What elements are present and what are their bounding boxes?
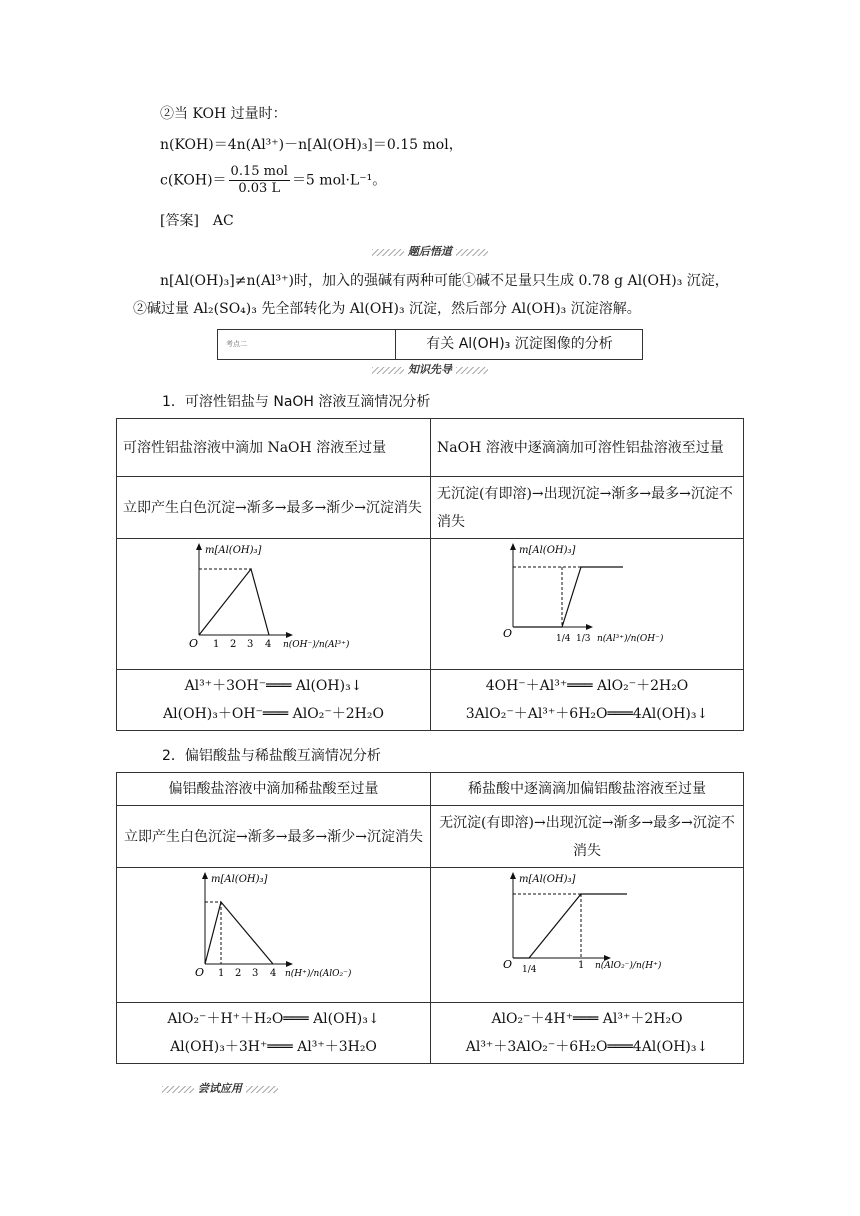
after-title-banner bbox=[372, 243, 488, 259]
eq2-prefix: c(KOH)＝ bbox=[160, 172, 227, 189]
topic-box bbox=[217, 329, 643, 360]
chart-4-tick-1: 1/4 bbox=[522, 965, 537, 975]
hatch-left-icon bbox=[372, 249, 404, 256]
chart-1-tick-1: 1 bbox=[213, 639, 220, 650]
insight-line-2: ②碱过量 Al₂(SO₄)₃ 先全部转化为 Al(OH)₃ 沉淀，然后部分 Al(OH)₃ 沉淀溶解。 bbox=[133, 301, 641, 317]
chart-1 bbox=[117, 539, 431, 659]
s1-col1-eq-1: Al³⁺＋3OH⁻═══ Al(OH)₃↓ bbox=[184, 678, 363, 694]
s1-col2-equations bbox=[431, 670, 744, 731]
eq2-suffix: ＝5 mol·L⁻¹。 bbox=[291, 172, 387, 189]
insight-line-1: n[Al(OH)₃]≠n(Al³⁺)时，加入的强碱有两种可能①碱不足量只生成 0.78 g Al(OH)₃ 沉淀， bbox=[160, 273, 729, 289]
chart-1-origin: O bbox=[189, 637, 199, 650]
s2-col2-equations bbox=[431, 1003, 744, 1064]
chart-3-tick-4: 4 bbox=[270, 968, 277, 979]
s1-col2-phenomenon: 无沉淀(有即溶)→出现沉淀→渐多→最多→沉淀不消失 bbox=[431, 477, 744, 539]
s1-col2-chart-cell bbox=[431, 539, 744, 670]
s2-col1-chart-cell bbox=[117, 868, 431, 1003]
case-label: ②当 KOH 过量时： bbox=[160, 106, 287, 122]
chart-3-x-arrow bbox=[286, 961, 293, 967]
chart-4-ylabel: m[Al(OH)₃] bbox=[519, 874, 576, 885]
s1-col1-chart-cell bbox=[117, 539, 431, 670]
topic-title: 有关 Al(OH)₃ 沉淀图像的分析 bbox=[426, 336, 613, 352]
fraction-denominator: 0.03 L bbox=[238, 181, 281, 196]
s1-col2-head: NaOH 溶液中逐滴滴加可溶性铝盐溶液至过量 bbox=[431, 419, 744, 477]
knowledge-title: 知识先导 bbox=[407, 363, 452, 376]
chart-4-origin: O bbox=[503, 958, 513, 971]
chart-3-tick-1: 1 bbox=[218, 968, 225, 979]
s2-col1-eq-2: Al(OH)₃＋3H⁺═══ Al³⁺＋3H₂O bbox=[170, 1039, 377, 1055]
fraction-numerator: 0.15 mol bbox=[230, 164, 288, 179]
chart-3-series-line bbox=[205, 902, 273, 964]
hatch-left-icon bbox=[372, 367, 404, 374]
chart-4-xlabel: n(AlO₂⁻)/n(H⁺) bbox=[595, 961, 662, 971]
section-1-heading: 1．可溶性铝盐与 NaOH 溶液互滴情况分析 bbox=[162, 394, 431, 410]
s2-col1-equations bbox=[117, 1003, 431, 1064]
s1-col1-phenomenon: 立即产生白色沉淀→渐多→最多→渐少→沉淀消失 bbox=[117, 477, 431, 539]
chart-1-tick-2: 2 bbox=[230, 639, 237, 650]
section-2-heading: 2．偏铝酸盐与稀盐酸互滴情况分析 bbox=[162, 748, 381, 764]
s1-col2-eq-1: 4OH⁻＋Al³⁺═══ AlO₂⁻＋2H₂O bbox=[485, 678, 689, 694]
s2-col2-phenomenon: 无沉淀(有即溶)→出现沉淀→渐多→最多→沉淀不消失 bbox=[431, 806, 744, 868]
chart-1-series-line bbox=[199, 569, 269, 635]
section-2-table bbox=[116, 772, 744, 1064]
topic-tag: 考点二 bbox=[218, 330, 396, 359]
try-title: 尝试应用 bbox=[197, 1082, 242, 1095]
s2-col1-phenomenon: 立即产生白色沉淀→渐多→最多→渐少→沉淀消失 bbox=[117, 806, 431, 868]
chart-3-y-arrow bbox=[202, 872, 208, 879]
chart-2-xlabel: n(Al³⁺)/n(OH⁻) bbox=[597, 634, 664, 644]
chart-4-series-line bbox=[513, 894, 627, 958]
chart-2-series-line bbox=[513, 567, 623, 627]
chart-2 bbox=[431, 539, 744, 659]
chart-3-tick-3: 3 bbox=[252, 968, 259, 979]
chart-1-xlabel: n(OH⁻)/n(Al³⁺) bbox=[283, 640, 350, 650]
chart-3-tick-2: 2 bbox=[235, 968, 242, 979]
chart-4-tick-2: 1 bbox=[578, 960, 585, 971]
chart-4 bbox=[431, 868, 744, 992]
section-1-table bbox=[116, 418, 744, 731]
chart-2-tick-2: 1/3 bbox=[576, 634, 591, 644]
equation-c-koh bbox=[160, 164, 386, 197]
s2-col2-head: 稀盐酸中逐滴滴加偏铝酸盐溶液至过量 bbox=[431, 773, 744, 806]
chart-1-ylabel: m[Al(OH)₃] bbox=[205, 545, 262, 556]
after-title: 题后悟道 bbox=[407, 245, 452, 258]
chart-1-tick-3: 3 bbox=[247, 639, 254, 650]
s2-col1-head: 偏铝酸盐溶液中滴加稀盐酸至过量 bbox=[117, 773, 431, 806]
chart-2-origin: O bbox=[503, 627, 513, 640]
chart-1-x-arrow bbox=[286, 632, 293, 638]
s1-col2-eq-2: 3AlO₂⁻＋Al³⁺＋6H₂O═══4Al(OH)₃↓ bbox=[465, 706, 709, 722]
chart-3-origin: O bbox=[195, 966, 205, 979]
s2-col1-eq-1: AlO₂⁻＋H⁺＋H₂O═══ Al(OH)₃↓ bbox=[167, 1011, 380, 1027]
chart-2-x-arrow bbox=[586, 624, 593, 630]
chart-2-tick-1: 1/4 bbox=[556, 634, 571, 644]
s2-col2-eq-1: AlO₂⁻＋4H⁺═══ Al³⁺＋2H₂O bbox=[491, 1011, 683, 1027]
chart-1-y-arrow bbox=[196, 543, 202, 550]
s2-col2-chart-cell bbox=[431, 868, 744, 1003]
s1-col1-equations bbox=[117, 670, 431, 731]
chart-4-y-arrow bbox=[510, 872, 516, 879]
chart-3-xlabel: n(H⁺)/n(AlO₂⁻) bbox=[285, 969, 352, 979]
chart-2-ylabel: m[Al(OH)₃] bbox=[519, 545, 576, 556]
hatch-right-icon bbox=[456, 367, 488, 374]
s2-col2-eq-2: Al³⁺＋3AlO₂⁻＋6H₂O═══4Al(OH)₃↓ bbox=[465, 1039, 709, 1055]
answer-line: [答案] AC bbox=[160, 213, 234, 229]
hatch-right-icon bbox=[246, 1086, 278, 1093]
chart-3-ylabel: m[Al(OH)₃] bbox=[211, 874, 268, 885]
chart-3 bbox=[117, 868, 431, 992]
try-banner bbox=[162, 1080, 278, 1096]
s1-col1-eq-2: Al(OH)₃＋OH⁻═══ AlO₂⁻＋2H₂O bbox=[163, 706, 384, 722]
chart-2-y-arrow bbox=[510, 543, 516, 550]
equation-n-koh: n(KOH)＝4n(Al³⁺)－n[Al(OH)₃]＝0.15 mol， bbox=[160, 137, 463, 153]
s1-col1-head: 可溶性铝盐溶液中滴加 NaOH 溶液至过量 bbox=[117, 419, 431, 477]
fraction bbox=[229, 164, 290, 197]
knowledge-banner bbox=[372, 361, 488, 377]
chart-1-tick-4: 4 bbox=[265, 639, 272, 650]
hatch-right-icon bbox=[456, 249, 488, 256]
hatch-left-icon bbox=[162, 1086, 194, 1093]
